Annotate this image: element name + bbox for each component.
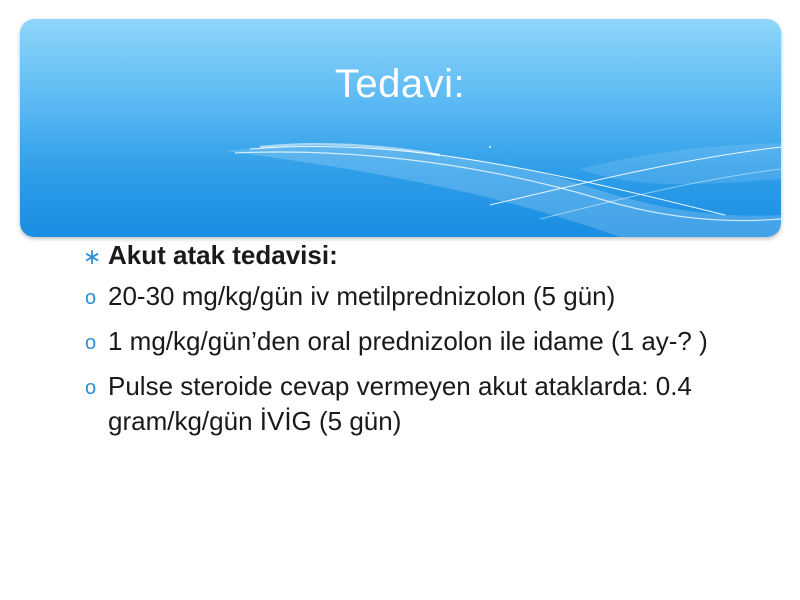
- slide-title: Tedavi:: [334, 62, 466, 106]
- list-item: [82, 279, 722, 314]
- bullet-list: [82, 238, 722, 449]
- list-item-text: Pulse steroide cevap vermeyen akut ataklarda: 0.4 gram/kg/gün İVİG (5 gün): [108, 371, 692, 436]
- title-banner: [20, 19, 781, 237]
- list-item-text: Akut atak tedavisi:: [108, 240, 338, 270]
- wave-decoration-icon: [20, 19, 781, 237]
- circle-bullet-icon: o: [85, 377, 97, 399]
- asterisk-bullet-icon: ∗: [83, 244, 102, 269]
- list-item-text: 1 mg/kg/gün’den oral prednizolon ile idame (1 ay-? ): [108, 326, 708, 356]
- circle-bullet-icon: o: [85, 332, 97, 354]
- list-item: [82, 324, 722, 359]
- list-item: [82, 369, 722, 439]
- list-item-text: 20-30 mg/kg/gün iv metilprednizolon (5 gün): [108, 281, 616, 311]
- circle-bullet-icon: o: [85, 287, 97, 309]
- list-item: [82, 238, 722, 273]
